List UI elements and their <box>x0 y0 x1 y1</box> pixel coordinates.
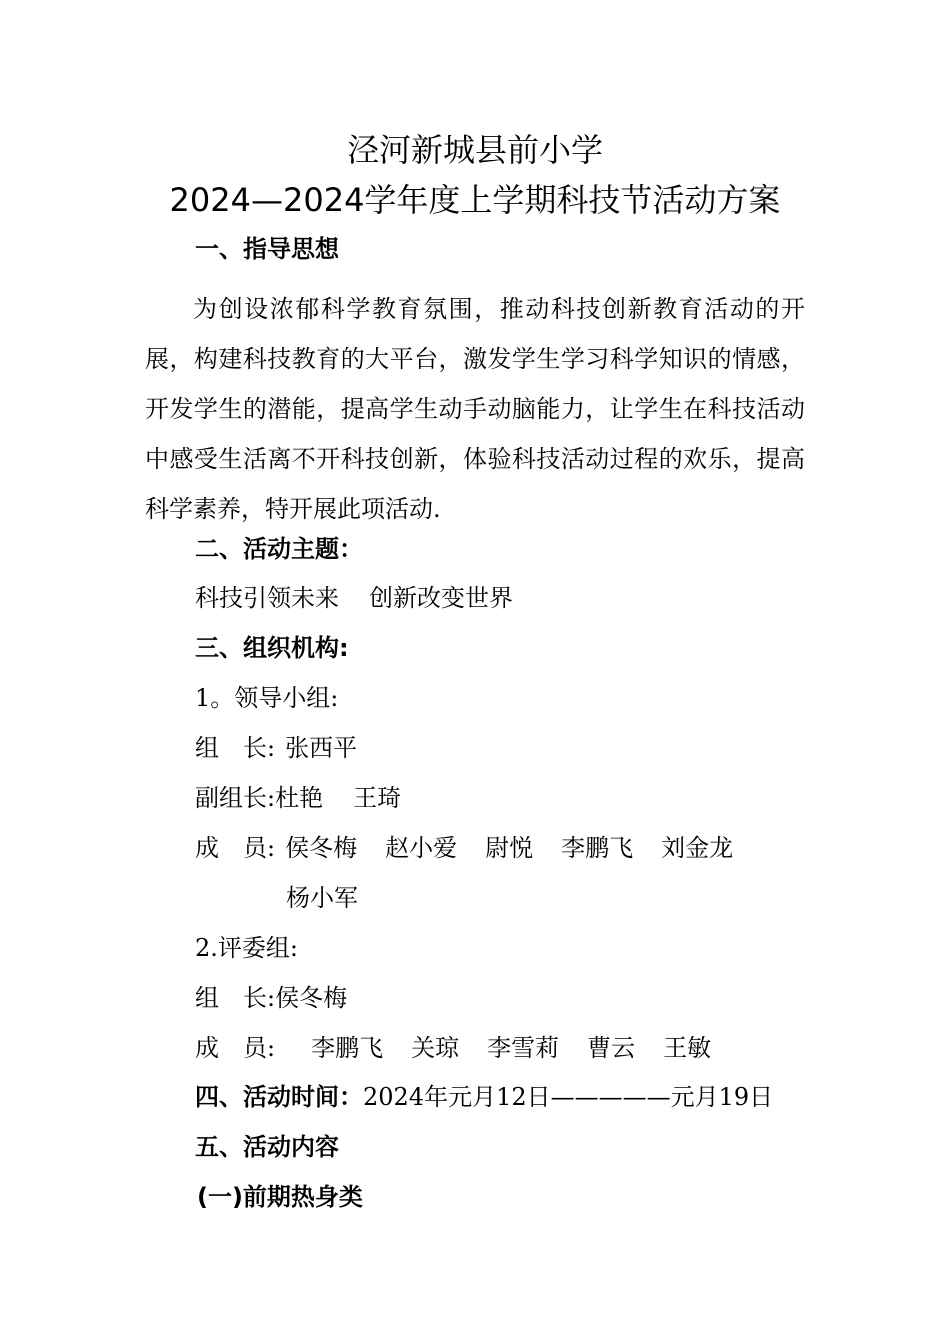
member-name: 尉悦 <box>485 834 534 862</box>
member-name: 曹云 <box>587 1034 636 1062</box>
judges-leader-line <box>195 982 347 1014</box>
member-name: 李雪莉 <box>487 1034 560 1062</box>
leadership-group-title: 1。领导小组: <box>195 684 339 712</box>
section-heading-organization: 三、组织机构: <box>195 634 349 662</box>
member-name: 刘金龙 <box>661 834 734 862</box>
member-name: 关琼 <box>411 1034 460 1062</box>
section-heading-activity-content: 五、活动内容 <box>195 1133 339 1161</box>
subsection-heading-warmup: (一)前期热身类 <box>197 1183 363 1211</box>
leadership-vice-line <box>195 782 401 814</box>
member-name: 侯冬梅 <box>285 834 358 862</box>
document-title-plan: 2024—2024学年度上学期科技节活动方案 <box>169 181 781 219</box>
members-label: 成 员: <box>195 834 276 862</box>
member-name: 王敏 <box>663 1034 712 1062</box>
activity-time-line <box>195 1081 773 1113</box>
member-name: 杨小军 <box>286 884 358 912</box>
section-heading-theme: 二、活动主题： <box>195 535 363 563</box>
leader-name: 张西平 <box>285 734 358 762</box>
vice-leader-name: 王琦 <box>353 784 402 812</box>
leadership-leader-line <box>195 732 357 764</box>
leader-label: 组 长: <box>195 734 276 762</box>
guiding-thought-paragraph: 为创设浓郁科学教育氛围，推动科技创新教育活动的开展，构建科技教育的大平台，激发学生学习科学知识的情感，开发学生的潜能，提高学生动手动脑能力，让学生在科技活动中感受生活离不开科技创新，体验科技活动过程的欢乐，提高科学素养，特开展此项活动. <box>145 295 805 523</box>
theme-part-b: 创新改变世界 <box>369 584 513 612</box>
member-name: 李鹏飞 <box>561 834 634 862</box>
section-heading-guiding-thought: 一、指导思想 <box>195 235 339 263</box>
leadership-members-line <box>195 832 733 864</box>
vice-leader-label: 副组长: <box>195 784 276 812</box>
leader-name: 侯冬梅 <box>275 984 348 1012</box>
judges-members-line <box>195 1032 711 1064</box>
vice-leader-name: 杜艳 <box>275 784 324 812</box>
theme-line <box>195 582 513 614</box>
theme-part-a: 科技引领未来 <box>195 584 339 612</box>
leader-label: 组 长: <box>195 984 276 1012</box>
member-name: 李鹏飞 <box>311 1034 384 1062</box>
document-title-school: 泾河新城县前小学 <box>346 131 603 169</box>
section-heading-activity-time: 四、活动时间： <box>195 1083 363 1111</box>
activity-time-value: 2024年元月12日—————元月19日 <box>363 1083 774 1111</box>
members-label: 成 员: <box>195 1034 276 1062</box>
judges-group-title: 2.评委组: <box>195 934 298 962</box>
member-name: 赵小爱 <box>385 834 458 862</box>
